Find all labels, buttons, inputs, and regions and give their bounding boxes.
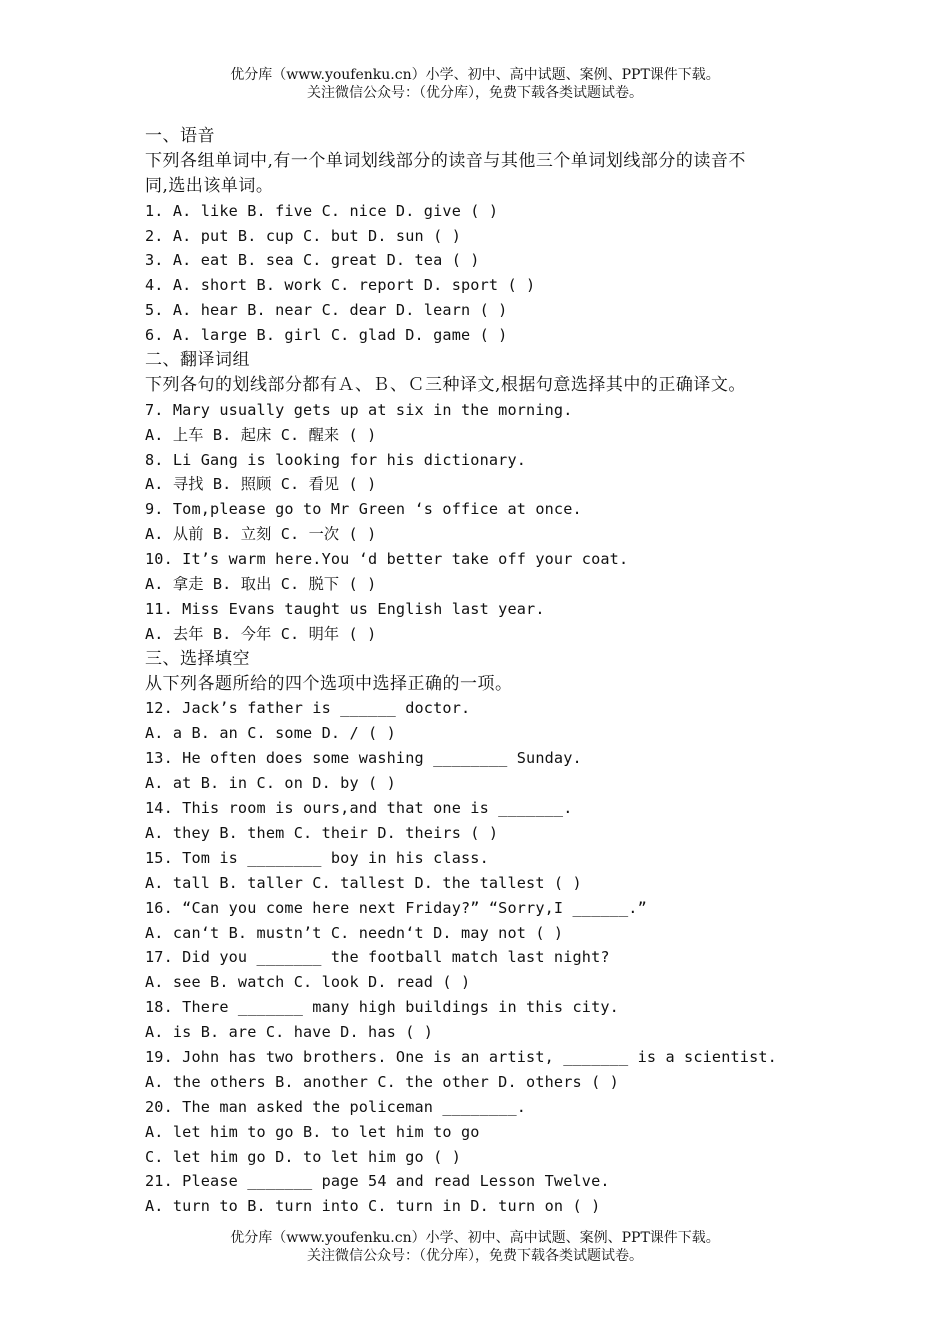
options-line: A. at B. in C. on D. by ( ) <box>145 774 396 793</box>
question-line: 3. A. eat B. sea C. great D. tea ( ) <box>145 251 480 270</box>
section-heading: 一、语音 <box>145 126 215 146</box>
question-line: 6. A. large B. girl C. glad D. game ( ) <box>145 326 508 345</box>
question-line: 2. A. put B. cup C. but D. sun ( ) <box>145 226 461 245</box>
question-line: 10. It’s warm here.You ‘d better take off your coat. <box>145 550 629 569</box>
options-line: A. is B. are C. have D. has ( ) <box>145 1023 434 1042</box>
section-heading: 三、选择填空 <box>145 648 250 669</box>
page-footer <box>0 1229 950 1265</box>
options-line: A. the others B. another C. the other D. others ( ) <box>145 1072 619 1091</box>
options-line: A. 拿走 B. 取出 C. 脱下 ( ) <box>145 575 377 594</box>
worksheet-body <box>145 124 825 1219</box>
options-line: A. let him to go B. to let him to go <box>145 1122 480 1141</box>
question-line: 1. A. like B. five C. nice D. give ( ) <box>145 201 499 220</box>
options-line: A. 寻找 B. 照顾 C. 看见 ( ) <box>145 475 377 494</box>
footer-line-1: 优分库（www.youfenku.cn）小学、初中、高中试题、案例、PPT课件下载。 <box>230 1230 720 1246</box>
question-line: 4. A. short B. work C. report D. sport ( ) <box>145 276 536 295</box>
header-line-2: 关注微信公众号：（优分库），免费下载各类试题试卷。 <box>307 85 643 101</box>
options-line: A. turn to B. turn into C. turn in D. turn on ( ) <box>145 1197 601 1216</box>
question-line: 13. He often does some washing ________ Sunday. <box>145 749 582 768</box>
question-line: 16. “Can you come here next Friday?” “Sorry,I ______.” <box>145 898 647 917</box>
header-line-1: 优分库（www.youfenku.cn）小学、初中、高中试题、案例、PPT课件下载。 <box>230 67 720 83</box>
section-heading: 二、翻译词组 <box>145 350 250 371</box>
question-line: 19. John has two brothers. One is an artist, _______ is a scientist. <box>145 1047 777 1066</box>
options-line: A. 上车 B. 起床 C. 醒来 ( ) <box>145 425 377 444</box>
section-instruction: 从下列各题所给的四个选项中选择正确的一项。 <box>145 673 513 694</box>
question-line: 20. The man asked the policeman ________. <box>145 1097 527 1116</box>
options-line: A. can‘t B. mustn’t C. needn‘t D. may not ( ) <box>145 923 564 942</box>
question-line: 12. Jack’s father is ______ doctor. <box>145 699 471 718</box>
options-line: A. tall B. taller C. tallest D. the tallest ( ) <box>145 873 582 892</box>
footer-line-2: 关注微信公众号：（优分库），免费下载各类试题试卷。 <box>307 1248 643 1264</box>
options-line: A. they B. them C. their D. theirs ( ) <box>145 823 499 842</box>
question-line: 21. Please _______ page 54 and read Lesson Twelve. <box>145 1172 610 1191</box>
options-line: A. 从前 B. 立刻 C. 一次 ( ) <box>145 525 377 544</box>
question-line: 5. A. hear B. near C. dear D. learn ( ) <box>145 301 508 320</box>
question-line: 11. Miss Evans taught us English last year. <box>145 599 545 618</box>
section-instruction: 同,选出该单词。 <box>145 175 274 196</box>
question-line: 8. Li Gang is looking for his dictionary. <box>145 450 527 469</box>
page-header <box>0 66 950 102</box>
options-line: A. 去年 B. 今年 C. 明年 ( ) <box>145 624 377 643</box>
question-line: 17. Did you _______ the football match last night? <box>145 948 610 967</box>
section-instruction: 下列各组单词中,有一个单词划线部分的读音与其他三个单词划线部分的读音不 <box>145 150 746 171</box>
question-line: 14. This room is ours,and that one is _______. <box>145 799 573 818</box>
options-line: A. see B. watch C. look D. read ( ) <box>145 973 471 992</box>
question-line: 15. Tom is ________ boy in his class. <box>145 848 489 867</box>
question-line: 18. There _______ many high buildings in this city. <box>145 998 619 1017</box>
question-line: 7. Mary usually gets up at six in the morning. <box>145 400 573 419</box>
options-line: C. let him go D. to let him go ( ) <box>145 1147 461 1166</box>
question-line: 9. Tom,please go to Mr Green ‘s office at once. <box>145 500 582 519</box>
options-line: A. a B. an C. some D. / ( ) <box>145 724 396 743</box>
section-instruction: 下列各句的划线部分都有Ａ、Ｂ、Ｃ三种译文,根据句意选择其中的正确译文。 <box>145 374 746 395</box>
